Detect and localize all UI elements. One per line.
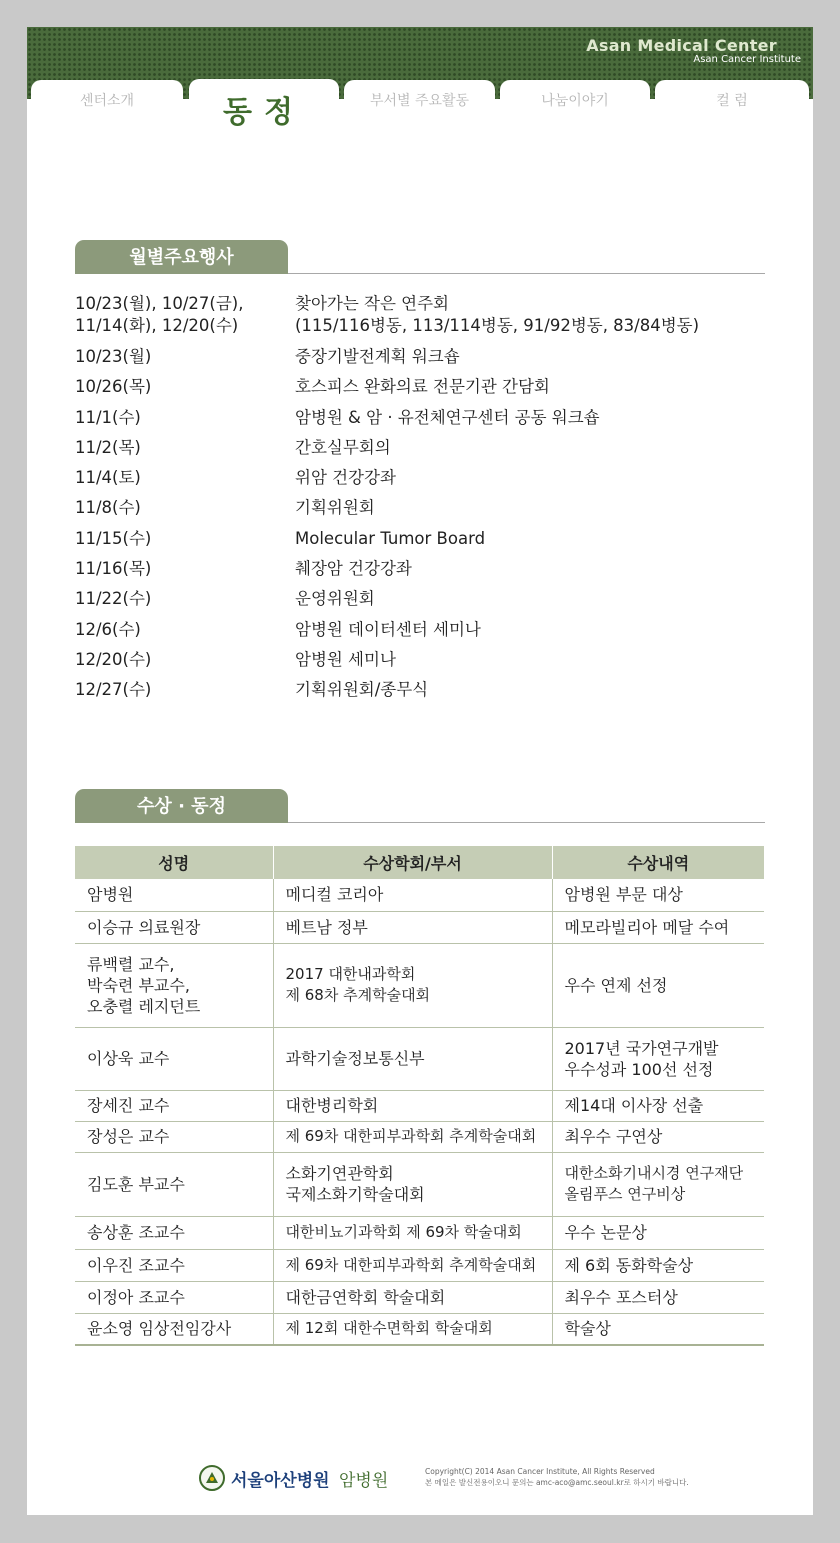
- award-detail: 제 6회 동화학술상: [552, 1249, 764, 1281]
- event-date: 10/23(월), 10/27(금), 11/14(화), 12/20(수): [75, 294, 244, 335]
- award-detail: 우수 연제 선정: [552, 943, 764, 1027]
- event-name: 기획위원회/종무식: [295, 680, 429, 700]
- events-section-title: 월별주요행사: [75, 240, 288, 274]
- award-org: 베트남 정부: [273, 911, 552, 943]
- award-detail: 우수 논문상: [552, 1216, 764, 1249]
- table-row: [75, 1249, 764, 1281]
- brand-title: Asan Medical Center: [586, 36, 777, 55]
- event-name: 위암 건강강좌: [295, 468, 396, 488]
- event-date: 11/4(토): [75, 468, 141, 488]
- award-org: 과학기술정보통신부: [273, 1027, 552, 1090]
- list-item: [75, 588, 775, 618]
- event-date: 11/1(수): [75, 407, 141, 427]
- award-org: 대한비뇨기과학회 제 69차 학술대회: [273, 1216, 552, 1249]
- tab-column[interactable]: 컬 럼: [655, 80, 809, 120]
- award-person: 김도훈 부교수: [75, 1152, 273, 1216]
- awards-section-header: [75, 789, 765, 823]
- table-row: [75, 1090, 764, 1121]
- footer-copyright: Copyright(C) 2014 Asan Cancer Institute, All Rights Reserved: [425, 1467, 655, 1476]
- list-item: [75, 497, 775, 527]
- footer: [199, 1462, 719, 1502]
- awards-table: [75, 846, 764, 1346]
- award-person: 장성은 교수: [75, 1121, 273, 1152]
- footer-hospital-name: 서울아산병원: [231, 1471, 330, 1491]
- event-name: 중장기발전계획 워크숍: [295, 347, 460, 366]
- column-header-award: 수상내역: [552, 846, 764, 879]
- list-item: [75, 558, 775, 588]
- table-row: [75, 1281, 764, 1313]
- event-name: 찾아가는 작은 연주회 (115/116병동, 113/114병동, 91/92병동, 83/84병동): [295, 294, 700, 335]
- event-name: 기획위원회: [295, 498, 375, 518]
- list-item: [75, 467, 775, 497]
- list-item: [75, 679, 775, 709]
- award-person: 윤소영 임상전임강사: [75, 1313, 273, 1345]
- newsletter-page: [27, 27, 813, 1515]
- event-name: Molecular Tumor Board: [295, 528, 486, 548]
- event-date: 12/27(수): [75, 680, 152, 700]
- award-detail: 학술상: [552, 1313, 764, 1345]
- event-name: 암병원 & 암 · 유전체연구센터 공동 워크숍: [295, 407, 600, 427]
- tab-department-activities[interactable]: 부서별 주요활동: [344, 80, 495, 120]
- list-item: [75, 619, 775, 649]
- event-name: 호스피스 완화의료 전문기관 간담회: [295, 377, 550, 397]
- event-date: 11/22(수): [75, 589, 152, 609]
- hospital-logo-icon: [199, 1465, 225, 1491]
- award-person: 이승규 의료원장: [75, 911, 273, 943]
- list-item: [75, 528, 775, 558]
- events-section-header: [75, 240, 765, 274]
- award-person: 장세진 교수: [75, 1090, 273, 1121]
- award-detail: 최우수 구연상: [552, 1121, 764, 1152]
- event-date: 11/15(수): [75, 528, 152, 548]
- award-org: 제 69차 대한피부과학회 추계학술대회: [273, 1121, 552, 1152]
- award-detail: 암병원 부문 대상: [552, 879, 764, 911]
- award-person: 이우진 조교수: [75, 1249, 273, 1281]
- event-name: 암병원 세미나: [295, 649, 396, 669]
- table-row: [75, 879, 764, 911]
- table-row: [75, 1152, 764, 1216]
- award-org: 제 12회 대한수면학회 학술대회: [273, 1313, 552, 1345]
- award-org: 제 69차 대한피부과학회 추계학술대회: [273, 1249, 552, 1281]
- table-row: [75, 1313, 764, 1345]
- award-org: 2017 대한내과학회 제 68차 추계학술대회: [273, 943, 552, 1027]
- table-header-row: [75, 846, 764, 879]
- award-person: 암병원: [75, 879, 273, 911]
- award-org: 메디컬 코리아: [273, 879, 552, 911]
- event-name: 암병원 데이터센터 세미나: [295, 619, 481, 639]
- award-detail: 대한소화기내시경 연구재단 올림푸스 연구비상: [552, 1152, 764, 1216]
- event-date: 12/6(수): [75, 619, 141, 639]
- event-name: 간호실무회의: [295, 437, 391, 457]
- event-name: 췌장암 건강강좌: [295, 559, 412, 579]
- event-date: 11/8(수): [75, 498, 141, 518]
- event-date: 10/26(목): [75, 377, 152, 397]
- event-name: 운영위원회: [295, 589, 375, 609]
- award-detail: 제14대 이사장 선출: [552, 1090, 764, 1121]
- award-person: 송상훈 조교수: [75, 1216, 273, 1249]
- award-detail: 메모라빌리아 메달 수여: [552, 911, 764, 943]
- award-person: 류백렬 교수, 박숙련 부교수, 오충렬 레지던트: [75, 943, 273, 1027]
- award-detail: 최우수 포스터상: [552, 1281, 764, 1313]
- event-date: 11/16(목): [75, 559, 152, 579]
- list-item: [75, 376, 775, 406]
- award-org: 대한병리학회: [273, 1090, 552, 1121]
- table-row: [75, 1121, 764, 1152]
- footer-notice: 본 메일은 발신전용이오니 문의는 amc-aco@amc.seoul.kr로 하시기 바랍니다.: [425, 1478, 689, 1487]
- award-person: 이상욱 교수: [75, 1027, 273, 1090]
- list-item: [75, 649, 775, 679]
- table-row: [75, 1027, 764, 1090]
- footer-department-name: 암병원: [339, 1471, 389, 1491]
- table-row: [75, 911, 764, 943]
- list-item: [75, 437, 775, 467]
- list-item: [75, 293, 775, 346]
- award-org: 대한금연학회 학술대회: [273, 1281, 552, 1313]
- table-row: [75, 1216, 764, 1249]
- brand-subtitle: Asan Cancer Institute: [693, 54, 801, 65]
- award-org: 소화기연관학회 국제소화기학술대회: [273, 1152, 552, 1216]
- column-header-name: 성명: [75, 846, 273, 879]
- award-detail: 2017년 국가연구개발 우수성과 100선 선정: [552, 1027, 764, 1090]
- tab-sharing-story[interactable]: 나눔이야기: [500, 80, 650, 120]
- tab-center-intro[interactable]: 센터소개: [31, 80, 183, 120]
- column-header-org: 수상학회/부서: [273, 846, 552, 879]
- event-date: 11/2(목): [75, 437, 141, 457]
- events-list: [75, 293, 775, 710]
- list-item: [75, 407, 775, 437]
- table-row: [75, 943, 764, 1027]
- award-person: 이정아 조교수: [75, 1281, 273, 1313]
- awards-section-title: 수상 · 동정: [75, 789, 288, 823]
- list-item: [75, 346, 775, 376]
- event-date: 12/20(수): [75, 649, 152, 669]
- tab-news[interactable]: 동정: [189, 79, 339, 119]
- event-date: 10/23(월): [75, 347, 152, 366]
